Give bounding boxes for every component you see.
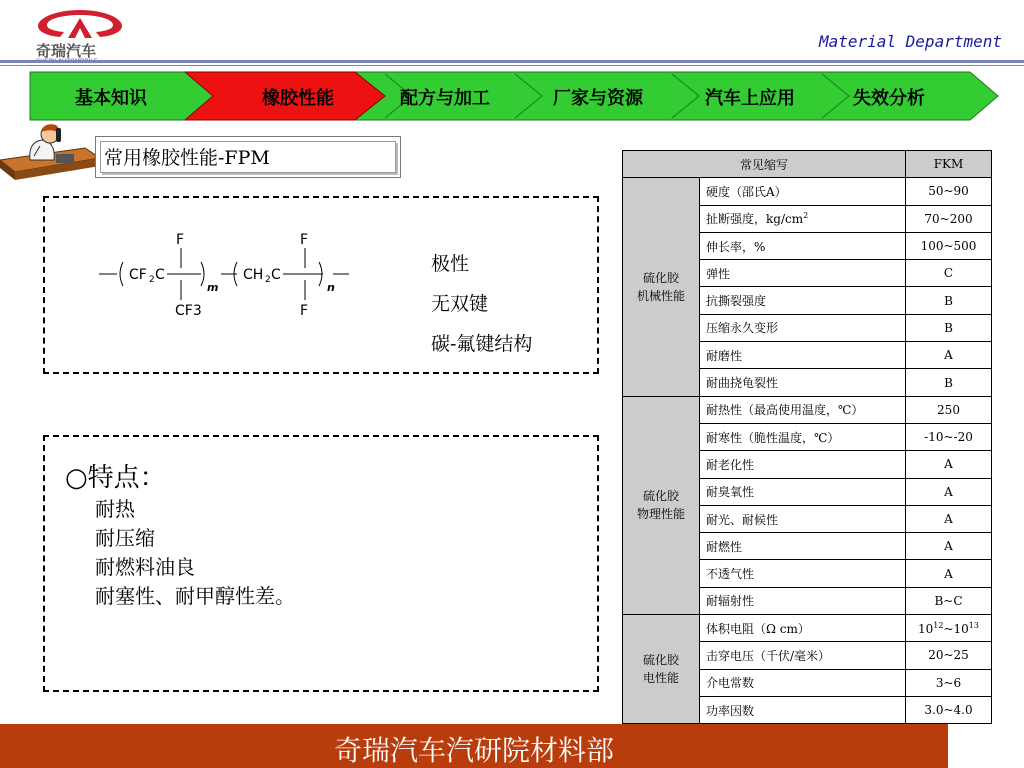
prop-cell: 抗撕裂强度 [700, 287, 906, 314]
features-title: ○特点： [65, 463, 166, 493]
val-cell: $10^{12}\sim 10^{13}$ [906, 615, 992, 642]
prop-cell: 压缩永久变形 [700, 314, 906, 341]
val-cell: 50~90 [906, 178, 992, 205]
svg-text:C: C [155, 267, 165, 283]
fpm-structure-formula [97, 224, 357, 334]
prop-cell: 耐老化性 [700, 451, 906, 478]
nav-item-failure-analysis[interactable]: 失效分析 [853, 88, 925, 109]
section-title: 常用橡胶性能-FPM [104, 147, 270, 169]
footer-text: 奇瑞汽车汽研院材料部 [333, 734, 614, 767]
svg-text:C: C [271, 267, 281, 283]
group-physical: 硫化胶 物理性能 [623, 396, 700, 614]
feature-item: 耐燃料油良 [95, 555, 195, 579]
svg-text:F: F [300, 303, 309, 319]
header-divider [0, 60, 1024, 63]
val-cell: A [906, 533, 992, 560]
prop-cell: 耐磨性 [700, 342, 906, 369]
table-header-row [623, 151, 992, 178]
val-cell: 20~25 [906, 642, 992, 669]
prop-cell: 伸长率，% [700, 232, 906, 259]
feature-item: 耐压缩 [95, 526, 155, 550]
group-mechanical: 硫化胶 机械性能 [623, 178, 700, 396]
val-cell: B [906, 287, 992, 314]
val-cell: 250 [906, 396, 992, 423]
val-cell: -10~-20 [906, 423, 992, 450]
prop-cell: 耐臭氧性 [700, 478, 906, 505]
svg-text:2: 2 [265, 275, 271, 285]
nav-item-basic-knowledge[interactable]: 基本知识 [75, 88, 147, 109]
nav-item-formulation-processing[interactable]: 配方与加工 [400, 88, 490, 109]
table-row [623, 178, 992, 205]
val-cell: 70~200 [906, 205, 992, 232]
group-electrical: 硫化胶 电性能 [623, 615, 700, 724]
val-cell: 100~500 [906, 232, 992, 259]
prop-cell: 击穿电压（千伏/毫米） [700, 642, 906, 669]
prop-cell: 不透气性 [700, 560, 906, 587]
person-on-phone-icon [0, 120, 100, 200]
property-polar: 极性 [431, 253, 470, 275]
feature-item: 耐热 [95, 497, 135, 521]
features-panel [43, 435, 599, 692]
svg-text:CF3: CF3 [175, 303, 202, 319]
svg-text:CH: CH [243, 267, 264, 283]
prop-cell: 耐燃性 [700, 533, 906, 560]
features-list [95, 495, 295, 611]
val-cell: B [906, 314, 992, 341]
properties-table [622, 150, 992, 724]
prop-cell: 耐热性（最高使用温度，℃） [700, 396, 906, 423]
prop-cell: 体积电阻（Ω cm） [700, 615, 906, 642]
property-cf-bond: 碳-氟键结构 [431, 333, 533, 355]
val-cell: A [906, 342, 992, 369]
property-no-double-bond: 无双键 [431, 293, 489, 315]
svg-text:F: F [176, 232, 185, 248]
prop-cell: 功率因数 [700, 696, 906, 723]
prop-cell: 弹性 [700, 260, 906, 287]
chery-emblem-icon [30, 6, 130, 42]
prop-cell: 耐光、耐候性 [700, 505, 906, 532]
table-header-abbr: 常见缩写 [623, 151, 906, 178]
brand-name-cn: 奇瑞汽车 [36, 42, 97, 60]
val-cell: A [906, 560, 992, 587]
svg-text:2: 2 [149, 275, 155, 285]
val-cell: B~C [906, 587, 992, 614]
val-cell: C [906, 260, 992, 287]
chery-logo [30, 6, 130, 64]
svg-text:n: n [327, 281, 335, 294]
prop-cell: 耐寒性（脆性温度，℃） [700, 423, 906, 450]
structure-properties [431, 244, 532, 364]
table-header-fkm: FKM [906, 151, 992, 178]
val-cell: A [906, 505, 992, 532]
val-cell: 3~6 [906, 669, 992, 696]
prop-cell: 耐曲挠龟裂性 [700, 369, 906, 396]
nav-bar [0, 70, 1024, 122]
prop-cell: 介电常数 [700, 669, 906, 696]
table-row [623, 396, 992, 423]
section-title-frame [95, 136, 401, 178]
nav-item-rubber-properties[interactable]: 橡胶性能 [262, 88, 334, 109]
table-row [623, 615, 992, 642]
prop-cell: 耐辐射性 [700, 587, 906, 614]
nav-item-suppliers-resources[interactable]: 厂家与资源 [553, 88, 643, 109]
header-divider-thin [0, 65, 1024, 66]
val-cell: A [906, 478, 992, 505]
svg-text:F: F [300, 232, 309, 248]
prop-cell: 硬度（邵氏A） [700, 178, 906, 205]
val-cell: 3.0~4.0 [906, 696, 992, 723]
department-label: Material Department [818, 32, 1002, 51]
prop-cell: 扯断强度，$kg/cm^2$ [700, 205, 906, 232]
footer-bar [0, 724, 948, 768]
nav-item-automotive-applications[interactable]: 汽车上应用 [705, 88, 795, 109]
svg-text:CF: CF [129, 267, 147, 283]
svg-text:m: m [207, 281, 219, 294]
structure-panel [43, 196, 599, 374]
val-cell: B [906, 369, 992, 396]
feature-item: 耐塞性、耐甲醇性差。 [95, 584, 295, 608]
val-cell: A [906, 451, 992, 478]
